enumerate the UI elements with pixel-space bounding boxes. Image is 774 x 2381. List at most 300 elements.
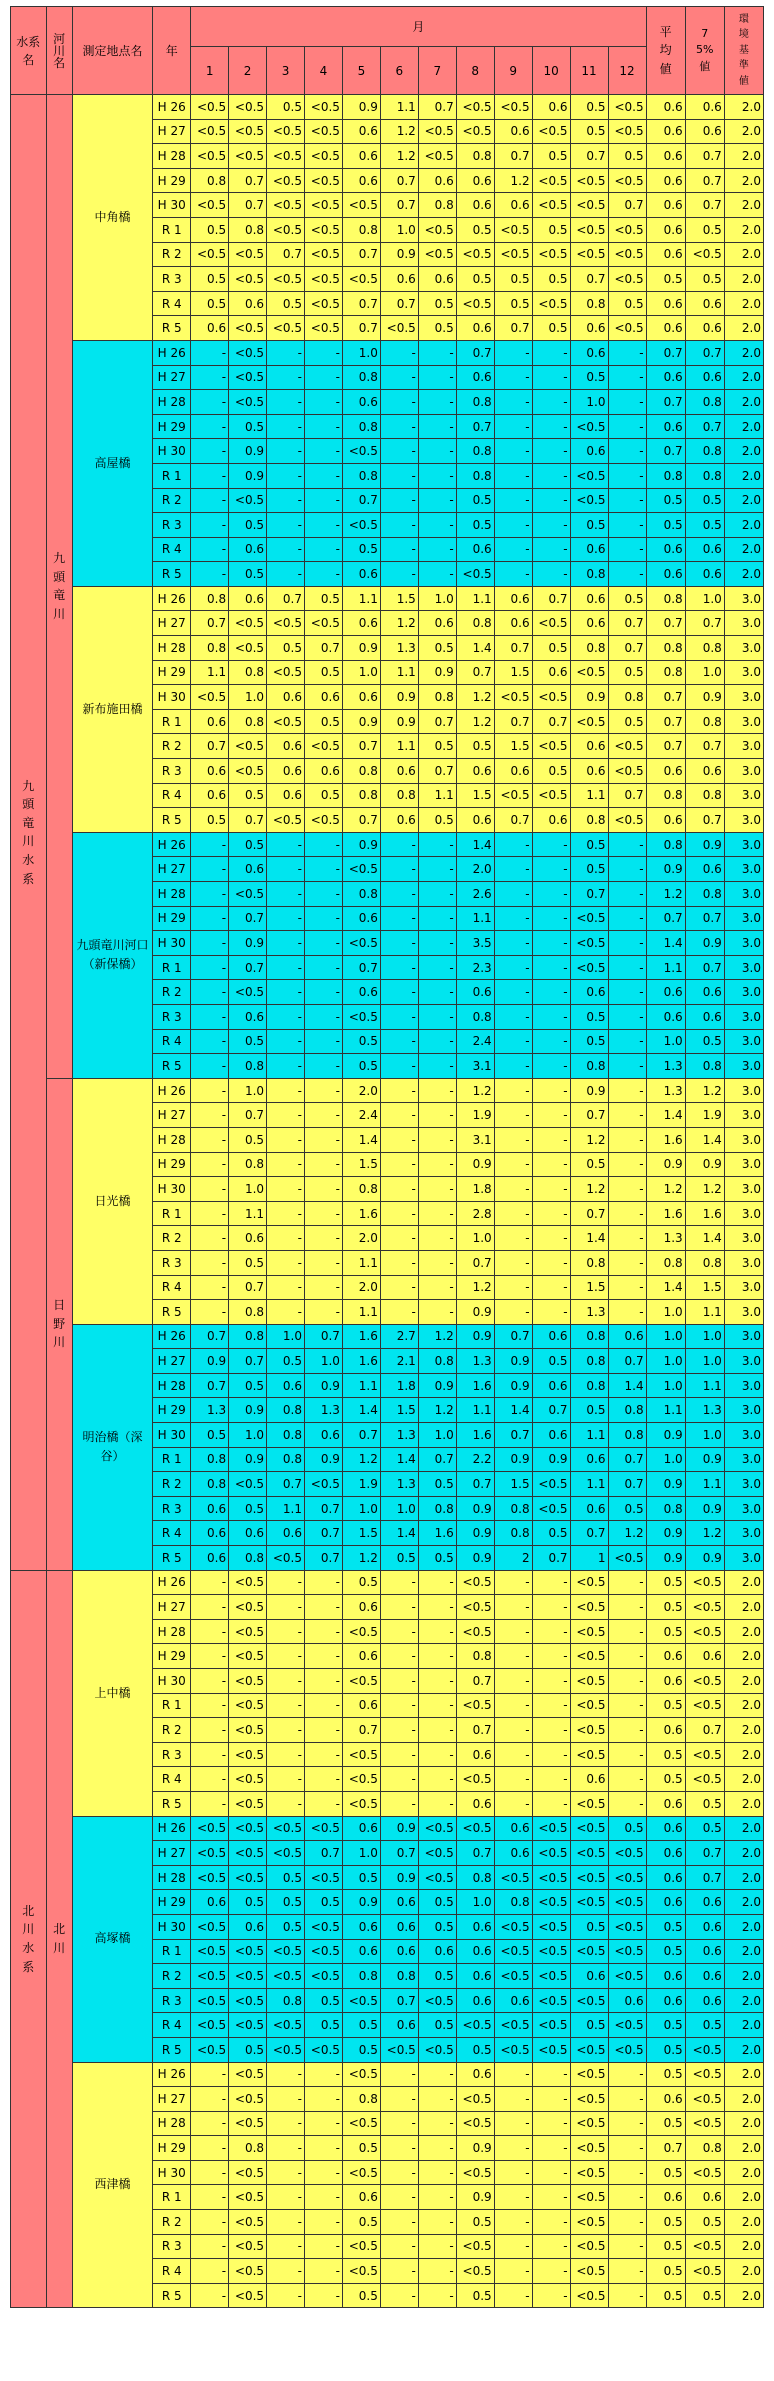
month-value-cell: - — [191, 1300, 229, 1325]
year-cell: R 5 — [153, 1546, 191, 1571]
month-value-cell: - — [305, 906, 343, 931]
month-value-cell: 0.8 — [608, 685, 646, 710]
year-cell: H 27 — [153, 1595, 191, 1620]
month-value-cell: - — [267, 1275, 305, 1300]
p75-cell: 0.6 — [685, 562, 724, 587]
month-value-cell: 0.5 — [418, 1964, 456, 1989]
month-value-cell: 0.7 — [342, 1423, 380, 1448]
month-value-cell: <0.5 — [342, 267, 380, 292]
month-value-cell: <0.5 — [608, 734, 646, 759]
month-header-cell: 3 — [267, 47, 305, 95]
month-value-cell: <0.5 — [532, 685, 570, 710]
month-value-cell: 2.0 — [342, 1226, 380, 1251]
month-value-cell: 0.5 — [570, 365, 608, 390]
month-value-cell: 1.6 — [456, 1373, 494, 1398]
month-value-cell: <0.5 — [570, 1644, 608, 1669]
month-value-cell: 1.2 — [418, 1398, 456, 1423]
month-value-cell: 0.7 — [418, 759, 456, 784]
month-value-cell: <0.5 — [418, 217, 456, 242]
month-value-cell: - — [608, 1791, 646, 1816]
month-value-cell: 1.1 — [380, 660, 418, 685]
month-value-cell: - — [418, 365, 456, 390]
month-value-cell: - — [608, 1201, 646, 1226]
month-value-cell: 1.0 — [229, 1078, 267, 1103]
month-value-cell: - — [305, 1767, 343, 1792]
month-value-cell: - — [532, 2283, 570, 2308]
month-value-cell: 0.9 — [229, 463, 267, 488]
standard-cell: 2.0 — [724, 267, 763, 292]
month-value-cell: 0.7 — [191, 1324, 229, 1349]
month-value-cell: - — [608, 562, 646, 587]
month-value-cell: - — [608, 1570, 646, 1595]
month-value-cell: - — [380, 1742, 418, 1767]
p75-cell: 0.8 — [685, 2136, 724, 2161]
month-value-cell: 0.8 — [342, 882, 380, 907]
standard-cell: 3.0 — [724, 857, 763, 882]
month-value-cell: - — [380, 1029, 418, 1054]
year-cell: R 4 — [153, 783, 191, 808]
month-value-cell: <0.5 — [305, 217, 343, 242]
month-value-cell: 1.3 — [380, 1472, 418, 1497]
standard-cell: 3.0 — [724, 1029, 763, 1054]
average-cell: 1.6 — [646, 1201, 685, 1226]
month-value-cell: 0.5 — [229, 832, 267, 857]
p75-cell: 1.2 — [685, 1177, 724, 1202]
average-cell: 0.5 — [646, 1619, 685, 1644]
month-value-cell: 0.9 — [229, 931, 267, 956]
month-value-cell: 0.5 — [267, 1349, 305, 1374]
month-value-cell: <0.5 — [305, 291, 343, 316]
p75-cell: 0.7 — [685, 1718, 724, 1743]
month-value-cell: - — [191, 414, 229, 439]
month-value-cell: - — [494, 1767, 532, 1792]
month-value-cell: - — [532, 463, 570, 488]
standard-cell: 3.0 — [724, 759, 763, 784]
month-value-cell: <0.5 — [570, 414, 608, 439]
month-value-cell: 1 — [570, 1546, 608, 1571]
average-cell: 0.7 — [646, 709, 685, 734]
year-cell: H 26 — [153, 1816, 191, 1841]
month-value-cell: 1.0 — [418, 586, 456, 611]
month-value-cell: <0.5 — [608, 1841, 646, 1866]
average-cell: 0.5 — [646, 1939, 685, 1964]
month-value-cell: - — [608, 1595, 646, 1620]
month-value-cell: 0.5 — [570, 857, 608, 882]
river-name-cell: 九頭竜川 — [46, 95, 72, 1079]
p75-cell: <0.5 — [685, 1693, 724, 1718]
month-value-cell: - — [494, 1127, 532, 1152]
month-value-cell: - — [532, 1103, 570, 1128]
month-value-cell: - — [267, 1570, 305, 1595]
month-value-cell: 0.7 — [342, 955, 380, 980]
month-value-cell: <0.5 — [570, 931, 608, 956]
month-value-cell: 0.5 — [229, 562, 267, 587]
header-system: 水系名 — [11, 7, 47, 95]
month-value-cell: 1.0 — [229, 1177, 267, 1202]
month-value-cell: - — [191, 1619, 229, 1644]
month-value-cell: 0.9 — [494, 1447, 532, 1472]
average-cell: 0.6 — [646, 1004, 685, 1029]
standard-cell: 3.0 — [724, 1423, 763, 1448]
month-value-cell: <0.5 — [570, 2283, 608, 2308]
p75-cell: 0.8 — [685, 390, 724, 415]
average-cell: 0.7 — [646, 439, 685, 464]
standard-cell: 3.0 — [724, 1054, 763, 1079]
p75-cell: 0.8 — [685, 463, 724, 488]
average-cell: 0.6 — [646, 1644, 685, 1669]
month-value-cell: - — [532, 2210, 570, 2235]
month-value-cell: 0.5 — [608, 1496, 646, 1521]
month-value-cell: - — [608, 488, 646, 513]
month-value-cell: - — [305, 1127, 343, 1152]
month-value-cell: 0.5 — [229, 1496, 267, 1521]
year-cell: H 27 — [153, 1349, 191, 1374]
month-value-cell: - — [418, 832, 456, 857]
month-value-cell: <0.5 — [191, 119, 229, 144]
month-value-cell: <0.5 — [191, 95, 229, 120]
year-cell: H 29 — [153, 2136, 191, 2161]
month-value-cell: - — [418, 1054, 456, 1079]
month-value-cell: - — [305, 1078, 343, 1103]
month-value-cell: - — [380, 1177, 418, 1202]
month-value-cell: 1.1 — [380, 734, 418, 759]
month-value-cell: - — [380, 1152, 418, 1177]
month-value-cell: - — [494, 1275, 532, 1300]
month-value-cell: - — [191, 1004, 229, 1029]
site-name-cell: 新布施田橋 — [72, 586, 153, 832]
month-value-cell: <0.5 — [456, 1816, 494, 1841]
month-value-cell: 0.5 — [570, 1398, 608, 1423]
month-value-cell: - — [267, 2087, 305, 2112]
month-value-cell: - — [418, 906, 456, 931]
month-value-cell: <0.5 — [229, 1865, 267, 1890]
month-value-cell: 0.6 — [267, 1521, 305, 1546]
month-value-cell: 0.9 — [456, 1324, 494, 1349]
month-value-cell: <0.5 — [532, 1865, 570, 1890]
month-value-cell: - — [532, 980, 570, 1005]
month-value-cell: 2.6 — [456, 882, 494, 907]
month-value-cell: <0.5 — [229, 1964, 267, 1989]
month-value-cell: 0.6 — [380, 267, 418, 292]
month-value-cell: - — [532, 1693, 570, 1718]
month-value-cell: - — [418, 2062, 456, 2087]
month-value-cell: - — [380, 2283, 418, 2308]
month-value-cell: 1.2 — [342, 1546, 380, 1571]
month-value-cell: <0.5 — [229, 1472, 267, 1497]
month-value-cell: <0.5 — [305, 808, 343, 833]
month-value-cell: - — [608, 340, 646, 365]
month-value-cell: - — [380, 1669, 418, 1694]
standard-cell: 2.0 — [724, 291, 763, 316]
month-value-cell: - — [418, 562, 456, 587]
month-value-cell: <0.5 — [229, 1718, 267, 1743]
month-value-cell: - — [380, 980, 418, 1005]
month-value-cell: - — [608, 414, 646, 439]
month-value-cell: 0.7 — [494, 709, 532, 734]
month-value-cell: - — [494, 1570, 532, 1595]
month-value-cell: 0.7 — [380, 193, 418, 218]
month-value-cell: 0.5 — [570, 119, 608, 144]
month-value-cell: 1.2 — [456, 709, 494, 734]
month-value-cell: - — [608, 537, 646, 562]
month-value-cell: - — [608, 1127, 646, 1152]
month-value-cell: - — [418, 1619, 456, 1644]
month-value-cell: 0.9 — [418, 660, 456, 685]
year-cell: H 27 — [153, 1103, 191, 1128]
p75-cell: 0.6 — [685, 95, 724, 120]
month-value-cell: <0.5 — [229, 1595, 267, 1620]
month-value-cell: 0.5 — [191, 1423, 229, 1448]
month-value-cell: - — [494, 463, 532, 488]
month-value-cell: <0.5 — [532, 1841, 570, 1866]
month-value-cell: - — [305, 955, 343, 980]
average-cell: 0.6 — [646, 193, 685, 218]
month-value-cell: 0.7 — [532, 1398, 570, 1423]
month-value-cell: - — [267, 1201, 305, 1226]
month-value-cell: <0.5 — [229, 2210, 267, 2235]
month-value-cell: 0.9 — [380, 242, 418, 267]
month-value-cell: - — [267, 414, 305, 439]
month-value-cell: 0.5 — [532, 144, 570, 169]
month-value-cell: - — [305, 857, 343, 882]
month-value-cell: 0.8 — [229, 1152, 267, 1177]
month-value-cell: <0.5 — [570, 1693, 608, 1718]
month-value-cell: 0.8 — [456, 439, 494, 464]
month-value-cell: 0.7 — [305, 636, 343, 661]
month-value-cell: <0.5 — [229, 2234, 267, 2259]
p75-cell: 0.5 — [685, 1816, 724, 1841]
standard-cell: 3.0 — [724, 955, 763, 980]
month-value-cell: - — [191, 2234, 229, 2259]
month-value-cell: 1.3 — [305, 1398, 343, 1423]
month-value-cell: 1.0 — [380, 217, 418, 242]
month-value-cell: - — [191, 340, 229, 365]
month-value-cell: <0.5 — [608, 759, 646, 784]
month-value-cell: 0.6 — [532, 1373, 570, 1398]
river-name-cell: 北川 — [46, 1570, 72, 2308]
year-cell: R 4 — [153, 1029, 191, 1054]
month-value-cell: <0.5 — [494, 1865, 532, 1890]
month-value-cell: <0.5 — [570, 463, 608, 488]
year-cell: R 2 — [153, 1964, 191, 1989]
month-value-cell: - — [418, 513, 456, 538]
month-value-cell: <0.5 — [305, 1816, 343, 1841]
month-value-cell: - — [380, 1644, 418, 1669]
p75-cell: 0.5 — [685, 488, 724, 513]
month-value-cell: - — [418, 1152, 456, 1177]
month-value-cell: <0.5 — [267, 1841, 305, 1866]
month-value-cell: - — [608, 832, 646, 857]
month-value-cell: 0.9 — [229, 1398, 267, 1423]
month-value-cell: - — [305, 2259, 343, 2284]
month-value-cell: <0.5 — [229, 1742, 267, 1767]
month-value-cell: 0.7 — [456, 414, 494, 439]
month-value-cell: <0.5 — [267, 316, 305, 341]
month-value-cell: - — [305, 2283, 343, 2308]
month-value-cell: 0.6 — [191, 316, 229, 341]
month-value-cell: - — [494, 537, 532, 562]
month-value-cell: - — [267, 980, 305, 1005]
standard-cell: 2.0 — [724, 1644, 763, 1669]
p75-cell: 0.8 — [685, 783, 724, 808]
month-value-cell: 0.6 — [380, 759, 418, 784]
standard-cell: 3.0 — [724, 1373, 763, 1398]
year-cell: H 28 — [153, 2111, 191, 2136]
month-value-cell: - — [494, 2234, 532, 2259]
p75-cell: 0.6 — [685, 365, 724, 390]
month-value-cell: 0.8 — [570, 1324, 608, 1349]
month-value-cell: - — [418, 2111, 456, 2136]
month-value-cell: <0.5 — [570, 1791, 608, 1816]
month-value-cell: 0.8 — [229, 2136, 267, 2161]
month-value-cell: 0.5 — [570, 1004, 608, 1029]
month-value-cell: - — [608, 2087, 646, 2112]
month-value-cell: - — [305, 1201, 343, 1226]
average-cell: 0.6 — [646, 980, 685, 1005]
p75-cell: 0.6 — [685, 291, 724, 316]
average-cell: 0.5 — [646, 2037, 685, 2062]
average-cell: 1.0 — [646, 1447, 685, 1472]
month-value-cell: <0.5 — [494, 2013, 532, 2038]
average-cell: 0.5 — [646, 1595, 685, 1620]
average-cell: 0.5 — [646, 2160, 685, 2185]
standard-cell: 2.0 — [724, 1791, 763, 1816]
month-value-cell: <0.5 — [532, 1472, 570, 1497]
year-cell: R 5 — [153, 1300, 191, 1325]
month-value-cell: - — [418, 1791, 456, 1816]
month-value-cell: 0.7 — [608, 1349, 646, 1374]
month-value-cell: 0.5 — [267, 1890, 305, 1915]
month-value-cell: 1.1 — [342, 1300, 380, 1325]
month-value-cell: 0.6 — [456, 808, 494, 833]
month-value-cell: <0.5 — [305, 1914, 343, 1939]
month-value-cell: 0.6 — [532, 1423, 570, 1448]
table-body — [11, 95, 764, 2308]
month-value-cell: 0.6 — [494, 193, 532, 218]
average-cell: 0.5 — [646, 2234, 685, 2259]
month-value-cell: <0.5 — [229, 636, 267, 661]
month-value-cell: <0.5 — [229, 980, 267, 1005]
month-value-cell: 1.1 — [456, 586, 494, 611]
month-value-cell: 0.5 — [342, 1029, 380, 1054]
month-value-cell: - — [494, 365, 532, 390]
month-value-cell: - — [380, 2111, 418, 2136]
month-value-cell: 0.7 — [229, 1275, 267, 1300]
year-cell: H 26 — [153, 1570, 191, 1595]
month-value-cell: 0.7 — [456, 660, 494, 685]
month-value-cell: 1.3 — [570, 1300, 608, 1325]
month-value-cell: - — [267, 488, 305, 513]
year-cell: R 2 — [153, 1718, 191, 1743]
month-value-cell: 0.5 — [229, 1250, 267, 1275]
month-value-cell: 0.7 — [305, 1546, 343, 1571]
month-value-cell: <0.5 — [229, 488, 267, 513]
month-value-cell: 0.6 — [267, 759, 305, 784]
month-value-cell: <0.5 — [342, 2259, 380, 2284]
month-value-cell: - — [305, 1029, 343, 1054]
month-value-cell: - — [267, 832, 305, 857]
table-row — [11, 340, 764, 365]
month-value-cell: - — [608, 2283, 646, 2308]
month-value-cell: 1.0 — [456, 1890, 494, 1915]
standard-cell: 3.0 — [724, 1546, 763, 1571]
month-value-cell: 0.5 — [305, 2013, 343, 2038]
month-value-cell: 0.6 — [191, 1496, 229, 1521]
month-value-cell: - — [191, 1644, 229, 1669]
month-value-cell: - — [532, 1275, 570, 1300]
month-value-cell: - — [494, 955, 532, 980]
month-value-cell: - — [418, 414, 456, 439]
table-row — [11, 95, 764, 120]
p75-cell: 1.0 — [685, 660, 724, 685]
month-value-cell: - — [608, 1250, 646, 1275]
year-cell: R 3 — [153, 1988, 191, 2013]
standard-cell: 3.0 — [724, 1103, 763, 1128]
month-value-cell: - — [608, 1619, 646, 1644]
month-value-cell: <0.5 — [608, 1865, 646, 1890]
month-header-cell: 9 — [494, 47, 532, 95]
month-value-cell: - — [494, 2111, 532, 2136]
year-cell: H 28 — [153, 144, 191, 169]
year-cell: R 4 — [153, 1275, 191, 1300]
p75-cell: 0.7 — [685, 906, 724, 931]
standard-cell: 2.0 — [724, 1570, 763, 1595]
month-value-cell: - — [380, 513, 418, 538]
month-value-cell: 0.6 — [570, 537, 608, 562]
year-cell: R 3 — [153, 1496, 191, 1521]
average-cell: 0.8 — [646, 660, 685, 685]
month-value-cell: <0.5 — [191, 1841, 229, 1866]
month-value-cell: - — [305, 1791, 343, 1816]
month-value-cell: - — [267, 1644, 305, 1669]
month-value-cell: <0.5 — [532, 1939, 570, 1964]
month-value-cell: 0.7 — [418, 709, 456, 734]
standard-cell: 3.0 — [724, 1275, 763, 1300]
standard-cell: 2.0 — [724, 1964, 763, 1989]
month-value-cell: - — [191, 832, 229, 857]
month-value-cell: 0.5 — [456, 2210, 494, 2235]
month-value-cell: <0.5 — [570, 1595, 608, 1620]
standard-cell: 3.0 — [724, 685, 763, 710]
month-value-cell: <0.5 — [380, 316, 418, 341]
year-cell: R 2 — [153, 1226, 191, 1251]
month-value-cell: <0.5 — [342, 1004, 380, 1029]
month-value-cell: <0.5 — [229, 2160, 267, 2185]
month-value-cell: - — [191, 1201, 229, 1226]
month-value-cell: 0.8 — [267, 1398, 305, 1423]
month-value-cell: <0.5 — [608, 119, 646, 144]
month-value-cell: 0.7 — [267, 586, 305, 611]
month-value-cell: - — [532, 2136, 570, 2161]
month-value-cell: <0.5 — [532, 1496, 570, 1521]
month-value-cell: <0.5 — [494, 1964, 532, 1989]
month-value-cell: - — [608, 463, 646, 488]
month-value-cell: 0.6 — [342, 1914, 380, 1939]
year-cell: R 3 — [153, 2234, 191, 2259]
year-cell: H 29 — [153, 414, 191, 439]
month-value-cell: 0.9 — [380, 1816, 418, 1841]
month-value-cell: 0.6 — [456, 2062, 494, 2087]
month-value-cell: - — [532, 2087, 570, 2112]
month-value-cell: <0.5 — [456, 2259, 494, 2284]
month-value-cell: - — [494, 513, 532, 538]
month-value-cell: 0.6 — [418, 1939, 456, 1964]
year-cell: R 3 — [153, 759, 191, 784]
month-value-cell: <0.5 — [608, 242, 646, 267]
month-value-cell: 0.5 — [570, 95, 608, 120]
p75-cell: 0.8 — [685, 636, 724, 661]
month-value-cell: <0.5 — [532, 1964, 570, 1989]
